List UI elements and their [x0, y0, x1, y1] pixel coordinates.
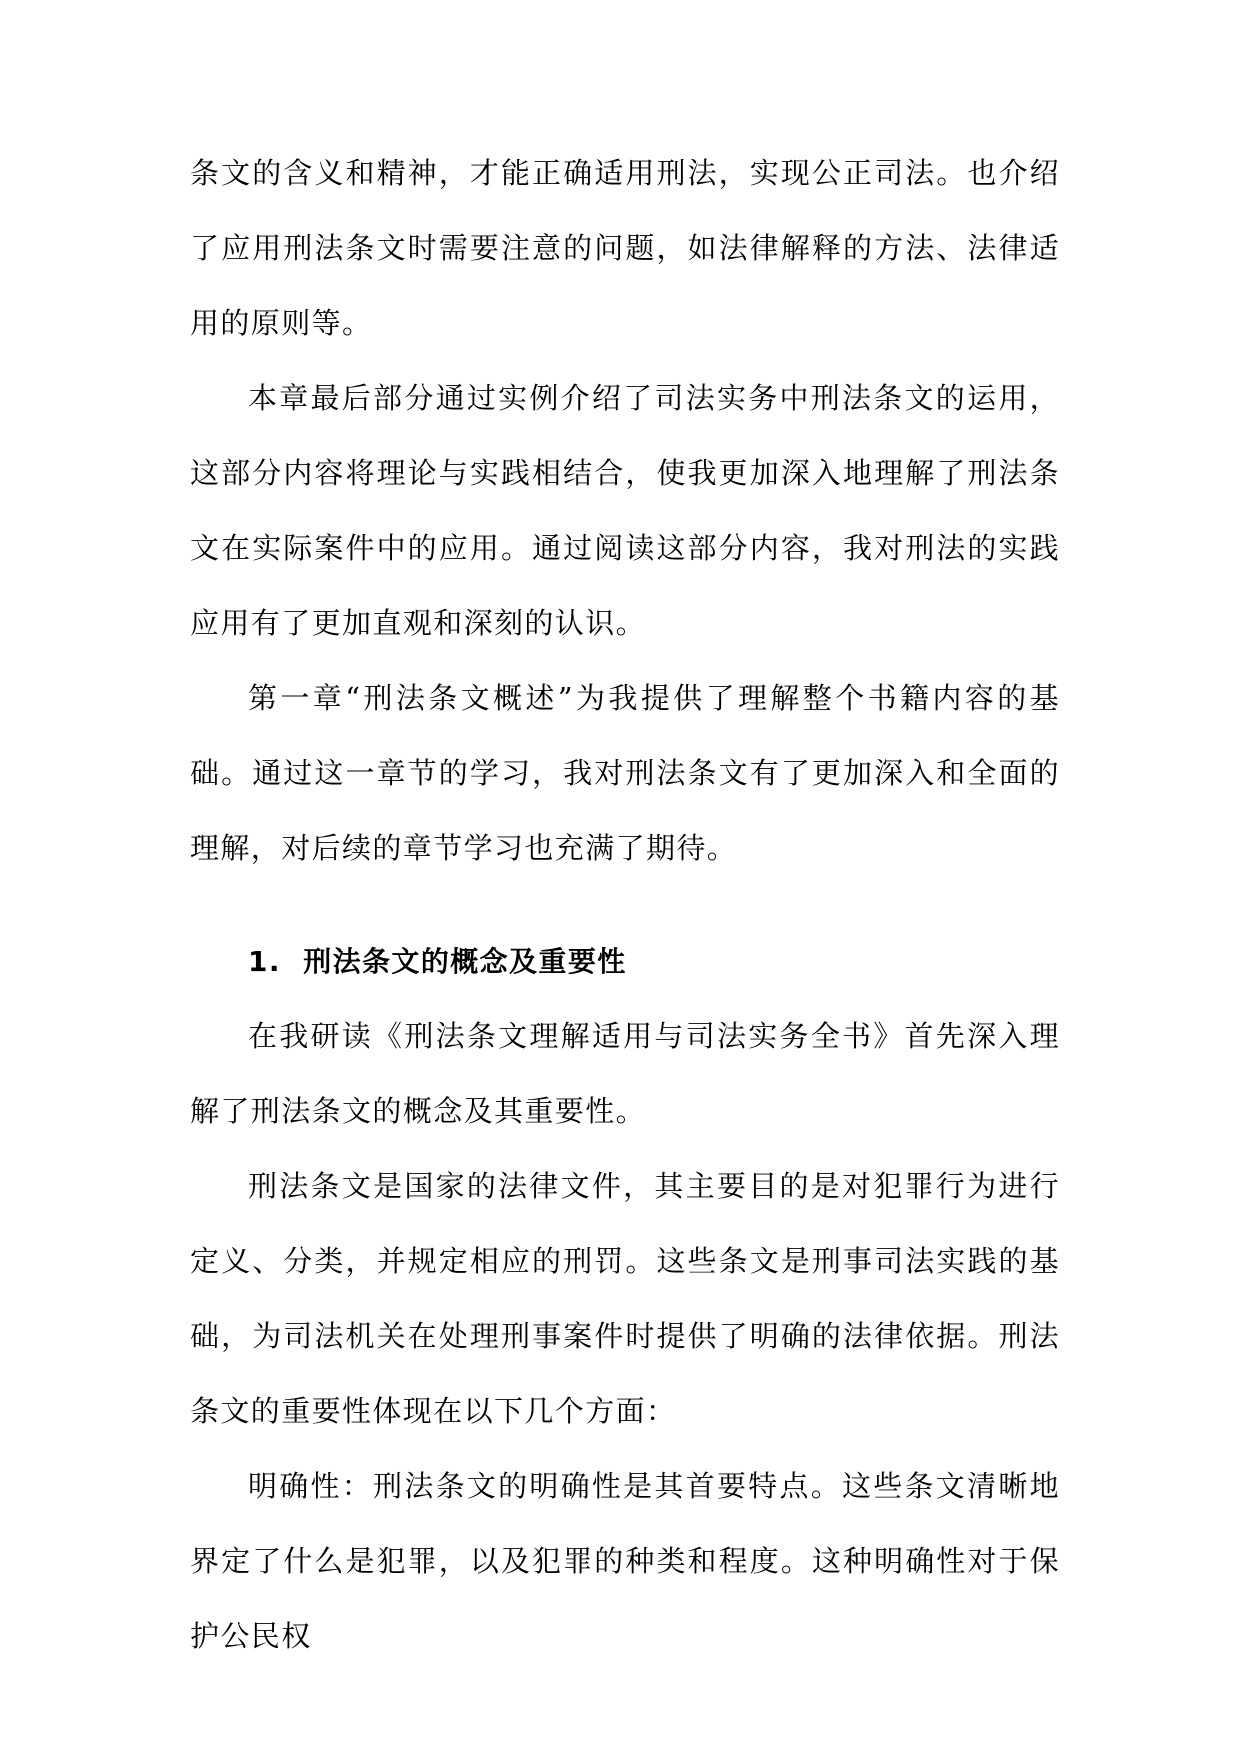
paragraph-continued: 条文的含义和精神，才能正确适用刑法，实现公正司法。也介绍了应用刑法条文时需要注意的问题，如法律解释的方法、法律适用的原则等。	[190, 156, 1060, 340]
paragraph: 刑法条文是国家的法律文件，其主要目的是对犯罪行为进行定义、分类，并规定相应的刑罚。这些条文是刑事司法实践的基础，为司法机关在处理刑事案件时提供了明确的法律依据。刑法条文的重要性体现在以下几个方面：	[190, 1169, 1060, 1428]
section-title: 刑法条文的概念及重要性	[303, 945, 627, 978]
section-heading	[190, 924, 1060, 999]
paragraph: 第一章“刑法条文概述”为我提供了理解整个书籍内容的基础。通过这一章节的学习，我对刑法条文有了更加深入和全面的理解，对后续的章节学习也充满了期待。	[190, 681, 1060, 865]
paragraph: 明确性：刑法条文的明确性是其首要特点。这些条文清晰地界定了什么是犯罪，以及犯罪的种类和程度。这种明确性对于保护公民权	[190, 1469, 1060, 1653]
paragraph: 本章最后部分通过实例介绍了司法实务中刑法条文的运用，这部分内容将理论与实践相结合，使我更加深入地理解了刑法条文在实际案件中的应用。通过阅读这部分内容，我对刑法的实践应用有了更加直观和深刻的认识。	[190, 381, 1060, 640]
document-body	[190, 136, 1060, 1674]
spacer	[190, 886, 1060, 924]
section-number: 1.	[248, 945, 281, 978]
paragraph: 在我研读《刑法条文理解适用与司法实务全书》首先深入理解了刑法条文的概念及其重要性。	[190, 1019, 1060, 1128]
